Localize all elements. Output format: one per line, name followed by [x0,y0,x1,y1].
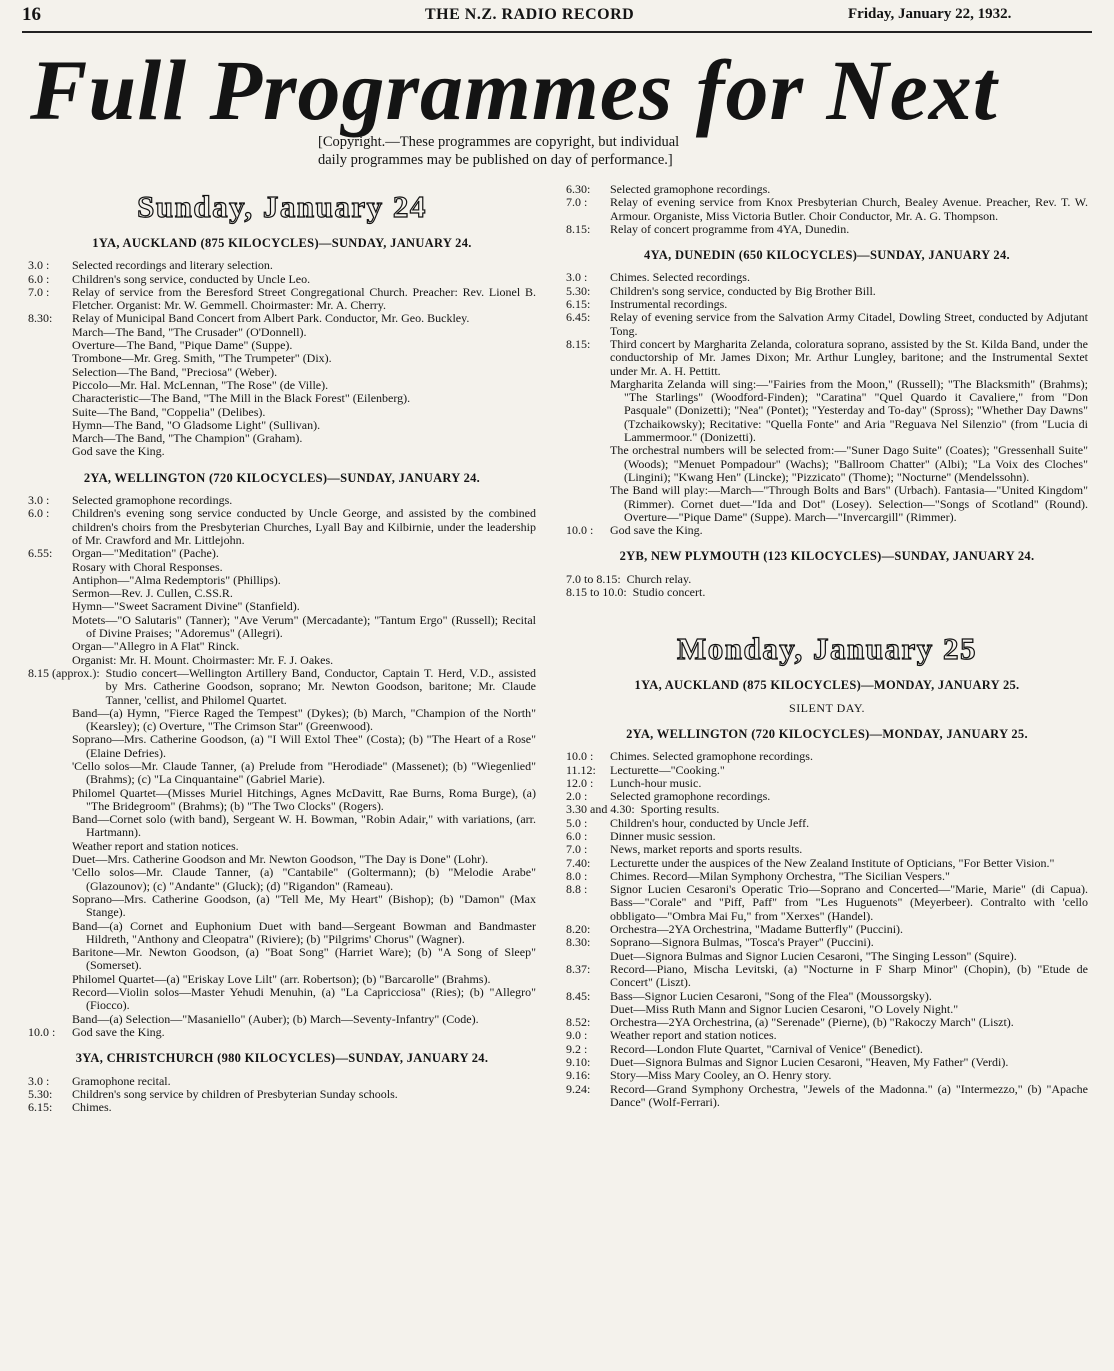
programme-entry: 7.0 to 8.15: Church relay. [566,571,692,586]
programme-item: Organ—"Allegro in A Flat" Rinck. [72,639,240,654]
programme-item: Duet—Signora Bulmas and Signor Lucien Cesaroni, "The Singing Lesson" (Squire). [610,948,1017,963]
programme-entry: 6.0 : Children's evening song service conducted by Uncle George, and assisted by the combined children's choirs from the Presbyterian Churches, Lyall Bay and Kilbirnie, under the leadership of Mr. Crawford and Mr. Littlejohn. [28,506,536,547]
programme-entry: 7.0 : News, market reports and sports results. [566,842,803,857]
programme-entry: 9.24: Record—Grand Symphony Orchestra, "Jewels of the Madonna." (a) "Intermezzo," (b) "Apache Dance" (Wolf-Ferrari). [566,1081,1088,1109]
programme-entry: 10.0 : God save the King. [28,1024,165,1039]
programme-item: 'Cello solos—Mr. Claude Tanner, (a) "Cantabile" (Goltermann); (b) "Melodie Arabe" (Glazounov); (c) "Andante" (Gluck); (d) "Rigandon" (Rameau). [72,865,536,893]
programme-entry: 8.37: Record—Piano, Mischa Levitski, (a) "Nocturne in F Sharp Minor" (Chopin), (b) "Etude de Concert" (Liszt). [566,961,1088,990]
programme-item: God save the King. [72,444,165,459]
station-heading-3ya-sunday: 3YA, CHRISTCHURCH (980 KILOCYCLES)—SUNDAY, JANUARY 24. [75,1051,489,1066]
programme-item: Trombone—Mr. Greg. Smith, "The Trumpeter" (Dix). [72,351,332,366]
programme-item: Band—(a) Cornet and Euphonium Duet with band—Sergeant Bowman and Bandmaster Hildreth, "Anthony and Cleopatra" (Riviere); (b) "Pilgrims' Chorus" (Wagner). [72,918,536,946]
programme-entry: 6.0 : Children's song service, conducted by Uncle Leo. [28,271,311,286]
programme-item: Weather report and station notices. [72,838,239,853]
programme-entry: 6.45: Relay of evening service from the Salvation Army Citadel, Dowling Street, conducted by Adjutant Tong. [566,310,1088,338]
programme-entry: 8.15: Third concert by Margharita Zelanda, coloratura soprano, assisted by the St. Kilda Band, under the conductorship of Mr. James Dixon; Mr. Arthur Lungley, baritone; and the Instrumental Sextet under Mr. A. H. Pettitt. [566,336,1088,378]
programme-item: The orchestral numbers will be selected from:—"Suner Dago Suite" (Coates); "Gressenhall Suite" (Woods); "Menuet Pompadour" (Wachs); "Ballroom Chatter" (Albi); "La Voix des Cloches" (Lingini); "Kwang Hen" (Lincke); "Pizzicato" (Thome); "Nocturne" (Mendelssohn). [610,443,1088,484]
programme-item: Soprano—Mrs. Catherine Goodson, (a) "Tell Me, My Heart" (Bishop); (b) "Damon" (Max Stange). [72,891,536,920]
monday-heading: Monday, January 25 [676,631,978,667]
programme-item: 'Cello solos—Mr. Claude Tanner, (a) Prelude from "Herodiade" (Massenet); (b) "Wiegenlied" (Brahms); (c) "La Cinquantaine" (Gabriel Marie). [72,758,536,787]
station-heading-2ya-monday: 2YA, WELLINGTON (720 KILOCYCLES)—MONDAY, JANUARY 25. [626,726,1028,741]
programme-entry: 8.45: Bass—Signor Lucien Cesaroni, "Song of the Flea" (Moussorgsky). [566,988,932,1003]
programme-entry: 9.2 : Record—London Flute Quartet, "Carnival of Venice" (Benedict). [566,1041,923,1056]
programme-item: Record—Violin solos—Master Yehudi Menuhin, (a) "La Capricciosa" (Ries); (b) "Allegro" (Fiocco). [72,985,536,1013]
programme-entry: 3.0 : Gramophone recital. [28,1073,171,1088]
programme-item: Band—(a) Selection—"Masaniello" (Auber); (b) March—Seventy-Infantry" (Code). [72,1011,479,1026]
programme-item: March—The Band, "The Crusader" (O'Donnell). [72,324,307,339]
programme-entry: 8.30: Soprano—Signora Bulmas, "Tosca's Prayer" (Puccini). [566,935,874,950]
page-headline: Full Programmes for Next [30,42,998,138]
programme-entry: 3.30 and 4.30: Sporting results. [566,802,720,817]
programme-item: Hymn—The Band, "O Gladsome Light" (Sullivan). [72,417,321,432]
programme-item: Band—Cornet solo (with band), Sergeant W. H. Bowman, "Robin Adair," with variations, (arr. Hartmann). [72,812,536,840]
programme-entry: 10.0 : Chimes. Selected gramophone recordings. [566,749,813,764]
programme-entry: 3.0 : Selected gramophone recordings. [28,493,233,508]
programme-entry: 7.0 : Relay of evening service from Knox Presbyterian Church, Bealey Avenue. Preacher, Rev. T. W. Armour. Organiste, Miss Victoria Butler. Choir Conductor, Mr. A. G. Thompson. [566,195,1088,223]
left-column [28,183,536,1114]
masthead-rule [22,31,1092,33]
programme-entry: 6.0 : Dinner music session. [566,828,716,843]
programme-item: Soprano—Mrs. Catherine Goodson, (a) "I Will Extol Thee" (Costa); (b) "The Heart of a Rose" (Elaine Defries). [72,732,536,760]
programme-entry: 9.10: Duet—Signora Bulmas and Signor Lucien Cesaroni, "Heaven, My Father" (Verdi). [566,1055,1009,1070]
programme-entry: 8.52: Orchestra—2YA Orchestrina, (a) "Serenade" (Pierne), (b) "Rakoczy March" (Liszt). [566,1015,1014,1030]
programme-item: Rosary with Choral Responses. [72,559,223,574]
programme-entry: 6.30: Selected gramophone recordings. [566,182,771,196]
copyright-line-1: [Copyright.—These programmes are copyright, but individual [318,134,680,150]
copyright-notice [318,133,679,169]
programme-entry: 7.0 : Relay of service from the Beresford Street Congregational Church. Preacher: Rev. Lionel B. Fletcher. Organist: Mr. W. Gemmell. Choirmaster: Mr. A. Cherry. [28,284,536,313]
programme-entry: 8.15 to 10.0: Studio concert. [566,585,706,600]
programme-item: Motets—"O Salutaris" (Tanner); "Ave Verum" (Mercadante); "Tantum Ergo" (Russell); Recital of Divine Praises; "Adoremus" (Allegri). [72,612,536,641]
programme-entry: 8.20: Orchestra—2YA Orchestrina, "Madame Butterfly" (Puccini). [566,922,904,937]
programme-item: The Band will play:—March—"Through Bolts and Bars" (Urbach). Fantasia—"United Kingdom" (Rimmer). Cornet duet—"Ida and Dot" (Losey). Selection—"Songs of Scotland" (Round). Overture—"Pique Dame" (Suppe). March—"Invercargill" (Rimmer). [610,483,1088,524]
programme-entry: 6.15: Instrumental recordings. [566,297,728,312]
programme-item: Selection—The Band, "Preciosa" (Weber). [72,364,278,379]
programme-entry: 5.0 : Children's hour, conducted by Uncle Jeff. [566,815,810,830]
programme-item: Duet—Mrs. Catherine Goodson and Mr. Newton Goodson, "The Day is Done" (Lohr). [72,852,489,867]
programme-entry: 3.0 : Chimes. Selected recordings. [566,270,750,285]
programme-entry: 6.55: Organ—"Meditation" (Pache). [28,546,219,561]
right-column [566,183,1088,1109]
station-heading-1ya-monday: 1YA, AUCKLAND (875 KILOCYCLES)—MONDAY, JANUARY 25. [634,678,1020,693]
silent-day-note: SILENT DAY. [789,700,865,715]
programme-item: Philomel Quartet—(a) "Eriskay Love Lilt" (arr. Robertson); (b) "Barcarolle" (Brahms). [72,971,491,986]
programme-entry: 8.30: Relay of Municipal Band Concert from Albert Park. Conductor, Mr. Geo. Buckley. [28,311,470,326]
programme-entry: 8.8 : Signor Lucien Cesaroni's Operatic Trio—Soprano and Concerted—"Marie, Marie" (di Capua). Bass—"Corale" and "Piff, Paff" from "Les Huguenots" (Meyerbeer). Contralto with 'cello obbligato—"Ombra Mai Fu," from "Xerxes" (Handel). [566,882,1088,923]
programme-entry: 3.0 : Selected recordings and literary selection. [28,258,273,273]
programme-entry: 6.15: Chimes. [28,1100,112,1115]
programme-entry: 12.0 : Lunch-hour music. [566,775,702,790]
programme-entry: 9.0 : Weather report and station notices. [566,1028,777,1043]
programme-item: Band—(a) Hymn, "Fierce Raged the Tempest" (Dykes); (b) March, "Champion of the North" (Kearsley); (c) Overture, "The Crimson Star" (Greenwood). [72,705,536,734]
programme-item: Sermon—Rev. J. Cullen, C.SS.R. [72,586,233,601]
programme-item: Piccolo—Mr. Hal. McLennan, "The Rose" (de Ville). [72,377,329,392]
programme-entry: 8.0 : Chimes. Record—Milan Symphony Orchestra, "The Sicilian Vespers." [566,868,950,883]
programme-entry: 7.40: Lecturette under the auspices of the New Zealand Institute of Opticians, "For Better Vision." [566,855,1055,870]
programme-item: Margharita Zelanda will sing:—"Fairies from the Moon," (Russell); "The Blacksmith" (Brahms); "The Starlings" (Woodford-Finden); "Caratina" "Quel Quardo it Cavaliere," from "Don Pasquale" (Donizetti); "Nea" (Pontet); "Yesterday and To-day" (Spross); "Whether Day Dawns" (Tzchaikowsky); Recitative: "Quella Fonte" and Aria "Reguava Nel Silenzio" (from "Lucia di Lammermoor." (Donizetti). [610,376,1088,445]
publication-title: THE N.Z. RADIO RECORD [425,6,635,23]
programme-entry: 11.12: Lecturette—"Cooking." [566,762,725,777]
programme-entry: 9.16: Story—Miss Mary Cooley, an O. Henry story. [566,1068,832,1083]
programme-item: Philomel Quartet—(Misses Muriel Hitchings, Agnes McDavitt, Rae Burns, Roma Burge), (a) "The Bridegroom" (Brahms); (b) "The Two Clocks" (Rogers). [72,785,536,813]
programme-item: Duet—Miss Ruth Mann and Signor Lucien Cesaroni, "O Lovely Night." [610,1001,959,1016]
page-number: 16 [22,4,41,25]
programme-item: Organist: Mr. H. Mount. Choirmaster: Mr. F. J. Oakes. [72,652,334,667]
programme-entry: 2.0 : Selected gramophone recordings. [566,789,771,804]
station-heading-1ya-sunday: 1YA, AUCKLAND (875 KILOCYCLES)—SUNDAY, JANUARY 24. [92,236,472,250]
programme-item: Characteristic—The Band, "The Mill in the Black Forest" (Eilenberg). [72,391,411,406]
programme-entry: 8.15 (approx.): Studio concert—Wellington Artillery Band, Conductor, Captain T. Herd, V.D., assisted by Mrs. Catherine Goodson, soprano; Mr. Newton Goodson, baritone; Mr. Claude Tanner, 'cellist, and Philomel Quartet. [28,665,536,707]
programme-item: Baritone—Mr. Newton Goodson, (a) "Boat Song" (Harriet Ware); (b) "A Song of Sleep" (Somerset). [72,945,536,973]
section-gap [566,599,1088,625]
station-heading-4ya-sunday: 4YA, DUNEDIN (650 KILOCYCLES)—SUNDAY, JANUARY 24. [644,248,1010,263]
programme-entry: 10.0 : God save the King. [566,523,703,538]
masthead [0,0,1114,38]
copyright-line-2: daily programmes may be published on day of performance.] [318,152,673,168]
programme-entry: 5.30: Children's song service by children of Presbyterian Sunday schools. [28,1086,398,1101]
programme-item: Antiphon—"Alma Redemptoris" (Phillips). [72,572,281,587]
sunday-heading: Sunday, January 24 [137,189,427,224]
station-heading-2yb-sunday: 2YB, NEW PLYMOUTH (123 KILOCYCLES)—SUNDAY, JANUARY 24. [619,549,1035,564]
programme-entry: 5.30: Children's song service, conducted by Big Brother Bill. [566,283,876,298]
programme-item: Hymn—"Sweet Sacrament Divine" (Stanfield). [72,599,300,614]
issue-date: Friday, January 22, 1932. [848,6,1012,22]
programme-entry: 8.15: Relay of concert programme from 4YA, Dunedin. [566,221,850,236]
programme-item: Overture—The Band, "Pique Dame" (Suppe). [72,338,293,353]
programme-item: March—The Band, "The Champion" (Graham). [72,431,303,446]
programme-item: Suite—The Band, "Coppelia" (Delibes). [72,404,266,419]
station-heading-2ya-sunday: 2YA, WELLINGTON (720 KILOCYCLES)—SUNDAY, JANUARY 24. [83,470,481,485]
